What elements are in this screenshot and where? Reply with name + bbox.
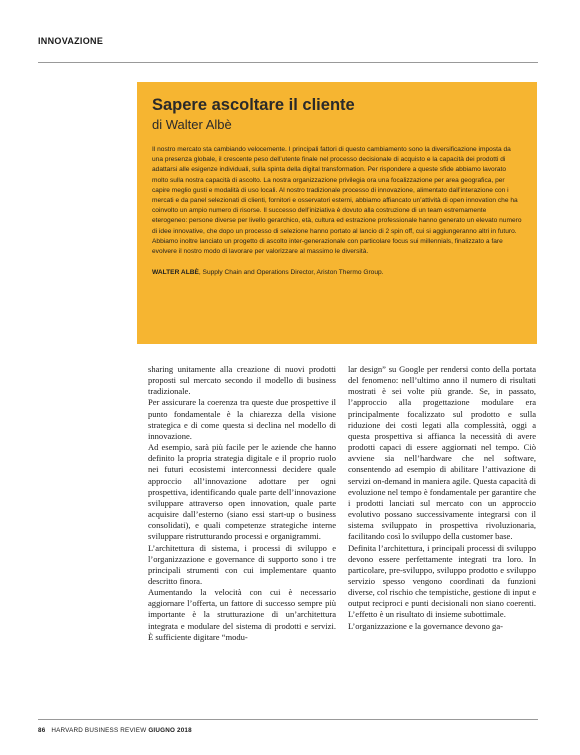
magazine-name: HARVARD BUSINESS REVIEW [51,727,147,734]
top-divider [38,62,538,63]
box-body: Il nostro mercato sta cambiando velocemente. I principali fattori di questo cambiamento sono la diversificazione imposta da una presenza globale, il crescente peso dell’utente finale nel processo decisionale di acquisto e la capacità dei prodotti di adattarsi alle esigenze individuali, sulla spinta della digital transformation. Per rispondere a queste sfide abbiamo lavorato molto sulla nostra capacità di ascolto. La nostra organizzazione privilegia ora una focalizzazione per area geografica, per capire meglio gusti e modalità di uso locali. Al nostro tradizionale processo di innovazione, alimentato dall’interazione con i mercati e da panel selezionati di clienti, fornitori e osservatori esterni, abbiamo affiancato un’attività di open innovation che ha coinvolto un ampio numero di risorse. Il successo dell’iniziativa è dovuto alla costruzione di un team estremamente eterogeneo: persone diverse per livello gerarchico, età, cultura ed estrazione professionale hanno generato un elevato numero di idee innovative, che dopo un processo di selezione hanno portato al lancio di 2 spin off, cui si aggiungeranno altri in futuro. Abbiamo inoltre lanciato un progetto di ascolto inter-generazionale con particolare focus sui millennials, finalizzato a fare evolvere il nostro modo di lavorare per valorizzare al massimo le diversità. [152,146,522,256]
article-column-left [148,364,336,643]
paragraph: sharing unitamente alla creazione di nuovi prodotti proposti sul mercato secondo il modello di business tradizionale. [148,364,336,397]
box-title: Sapere ascoltare il cliente [152,96,355,114]
paragraph: L’architettura di sistema, i processi di sviluppo e l’organizzazione e governance di supporto sono i tre principali strumenti con cui implementare quanto descritto finora. [148,542,336,586]
issue-date: GIUGNO 2018 [148,727,192,734]
paragraph: Per assicurare la coerenza tra queste due prospettive il punto fondamentale è la chiarezza della visione strategica e di come questa si declina nel modello di innovazione. [148,397,336,441]
paragraph: Definita l’architettura, i principali processi di sviluppo devono essere perfettamente integrati tra loro. In particolare, pre-sviluppo, sviluppo prodotto e sviluppo servizio spesso vengono coordinati da funzioni diverse, col rischio che tempistiche, gestione di input e output reciproci e punti decisionali non siano coerenti. L’effetto è un risultato di insieme subottimale. [348,542,536,620]
article-column-right [348,364,536,632]
signature-name: WALTER ALBÈ [152,269,199,277]
box-signature [152,268,523,278]
paragraph: Ad esempio, sarà più facile per le aziende che hanno definito la propria strategia digitale e il proprio ruolo nei futuri ecosistemi interconnessi decidere quale approccio all’innovazione adottare per ogni prospettiva, identificando quale parte dell’innovazione sviluppare attraverso open innovation, quale parte acquisire dall’esterno (siano essi start-up o business consolidati), e quali competenze strategiche interne sviluppare ristrutturando processi e organigrammi. [148,442,336,542]
page-footer [38,727,192,734]
paragraph: lar design” su Google per rendersi conto della portata del fenomeno: nell’ultimo anno il numero di risultati mostrati è sei volte più grande. Se, in passato, l’approccio alla progettazione modulare era principalmente focalizzato sul prodotto e sulla riduzione dei costi legati alla complessità, oggi a questa prospettiva si affianca la necessità di avere prodotti capaci di essere aggiornati nel tempo. Ciò avviene sia nell’hardware che nel software, consentendo ad esempio di abilitare l’attivazione di servizi on-demand in maniera agile. Questa capacità di evoluzione nel tempo è fondamentale per garantire che i prodotti lanciati sul mercato con un approccio evolutivo possano successivamente integrarsi con il sistema sviluppato in prospettiva rivoluzionaria, facilitando così lo sviluppo della customer base. [348,364,536,542]
paragraph: L’organizzazione e la governance devono ga- [348,620,503,631]
page-number: 86 [38,727,46,734]
sidebar-box [137,82,537,344]
paragraph: Aumentando la velocità con cui è necessario aggiornare l’offerta, un fattore di successo sempre più importante è la strutturazione di un’architettura integrata e modulare del sistema di prodotti e servizi. È sufficiente digitare “modu- [148,587,336,642]
bottom-divider [38,719,538,720]
box-author: di Walter Albè [152,117,232,132]
signature-role: , Supply Chain and Operations Director, Ariston Thermo Group. [198,269,384,277]
section-label: INNOVAZIONE [38,36,104,46]
